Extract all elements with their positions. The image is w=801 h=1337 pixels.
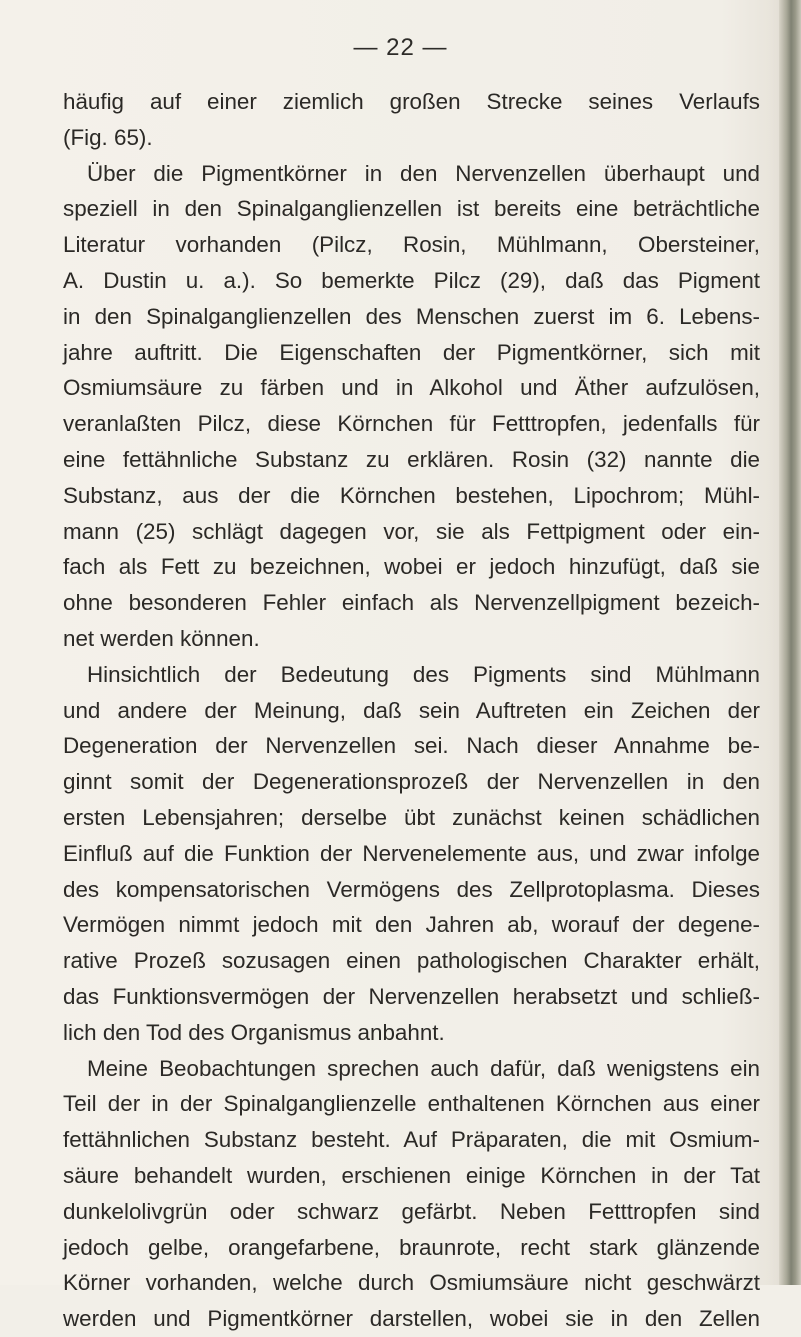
text-line: häufig auf einer ziemlich großen Strecke seines Verlaufs bbox=[63, 89, 760, 114]
text-line: des kompensatorischen Vermögens des Zellprotoplasma. Dieses bbox=[63, 876, 760, 902]
body-text bbox=[63, 84, 760, 1337]
text-line: fettähnlichen Substanz besteht. Auf Präparaten, die mit Osmium- bbox=[63, 1127, 760, 1153]
text-line: und andere der Meinung, daß sein Auftreten ein Zeichen der bbox=[63, 697, 760, 723]
text-line: ersten Lebensjahren; derselbe übt zunächst keinen schädlichen bbox=[63, 804, 760, 830]
text-line: Substanz, aus der die Körnchen bestehen, Lipochrom; Mühl- bbox=[63, 482, 760, 508]
text-line: lich den Tod des Organismus anbahnt. bbox=[63, 1019, 445, 1045]
text-line: Teil der in der Spinalganglienzelle enthaltenen Körnchen aus einer bbox=[63, 1091, 760, 1117]
text-line: Degeneration der Nervenzellen sei. Nach dieser Annahme be- bbox=[63, 733, 760, 759]
text-line: eine fettähnliche Substanz zu erklären. Rosin (32) nannte die bbox=[63, 446, 760, 472]
text-line: Meine Beobachtungen sprechen auch dafür, daß wenigstens ein bbox=[87, 1055, 760, 1081]
text-line: veranlaßten Pilcz, diese Körnchen für Fetttropfen, jedenfalls für bbox=[63, 411, 760, 437]
text-line: (Fig. 65). bbox=[63, 124, 153, 150]
text-line: Osmiumsäure zu färben und in Alkohol und Äther aufzulösen, bbox=[63, 375, 760, 401]
text-line: ohne besonderen Fehler einfach als Nervenzellpigment bezeich- bbox=[63, 590, 760, 616]
text-line: Vermögen nimmt jedoch mit den Jahren ab, worauf der degene- bbox=[63, 912, 760, 938]
text-line: Literatur vorhanden (Pilcz, Rosin, Mühlmann, Obersteiner, bbox=[63, 232, 760, 258]
text-line: jedoch gelbe, orangefarbene, braunrote, recht stark glänzende bbox=[63, 1234, 760, 1260]
text-line: säure behandelt wurden, erschienen einige Körnchen in der Tat bbox=[63, 1162, 760, 1188]
text-line: Körner vorhanden, welche durch Osmiumsäure nicht geschwärzt bbox=[63, 1270, 760, 1296]
text-line: dunkelolivgrün oder schwarz gefärbt. Neben Fetttropfen sind bbox=[63, 1198, 760, 1224]
text-line: werden und Pigmentkörner darstellen, wobei sie in den Zellen bbox=[63, 1306, 760, 1332]
text-line: A. Dustin u. a.). So bemerkte Pilcz (29), daß das Pigment bbox=[63, 267, 760, 293]
text-line: mann (25) schlägt dagegen vor, sie als Fettpigment oder ein- bbox=[63, 518, 760, 544]
text-line: speziell in den Spinalganglienzellen ist bereits eine beträchtliche bbox=[63, 196, 760, 222]
text-line: in den Spinalganglienzellen des Menschen zuerst im 6. Lebens- bbox=[63, 303, 760, 329]
page-edge-shadow bbox=[779, 0, 801, 1285]
page-number: — 22 — bbox=[353, 34, 448, 61]
text-line: das Funktionsvermögen der Nervenzellen herabsetzt und schließ- bbox=[63, 983, 760, 1009]
text-line: rative Prozeß sozusagen einen pathologischen Charakter erhält, bbox=[63, 948, 760, 974]
text-line: Einfluß auf die Funktion der Nervenelemente aus, und zwar infolge bbox=[63, 840, 760, 866]
text-line: fach als Fett zu bezeichnen, wobei er jedoch hinzufügt, daß sie bbox=[63, 554, 760, 580]
text-line: net werden können. bbox=[63, 625, 260, 651]
text-line: Über die Pigmentkörner in den Nervenzellen überhaupt und bbox=[87, 160, 760, 186]
text-line: Hinsichtlich der Bedeutung des Pigments sind Mühlmann bbox=[87, 661, 760, 687]
text-line: ginnt somit der Degenerationsprozeß der Nervenzellen in den bbox=[63, 769, 760, 795]
text-line: jahre auftritt. Die Eigenschaften der Pigmentkörner, sich mit bbox=[63, 339, 760, 365]
